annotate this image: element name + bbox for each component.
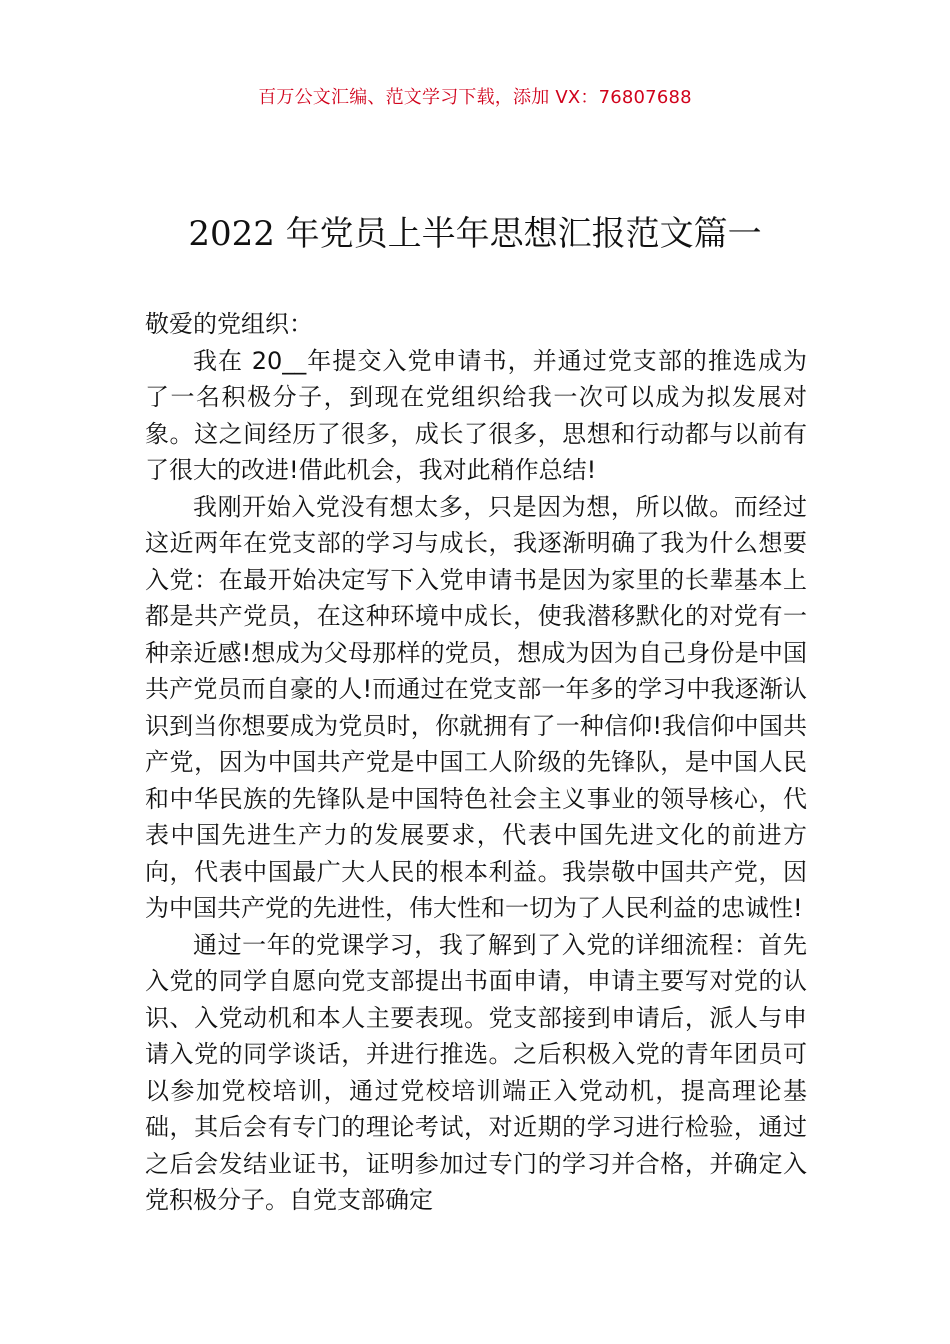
header-note: 百万公文汇编、范文学习下载，添加 VX：76807688 (258, 87, 692, 108)
paragraph-2: 我刚开始入党没有想太多，只是因为想，所以做。而经过这近两年在党支部的学习与成长，我逐渐明确了我为什么想要入党：在最开始决定写下入党申请书是因为家里的长辈基本上都是共产党员，在这种环境中成长，使我潜移默化的对党有一种亲近感!想成为父母那样的党员，想成为因为自己身份是中国共产党员而自豪的人!而通过在党支部一年多的学习中我逐渐认识到当你想要成为党员时，你就拥有了一种信仰!我信仰中国共产党，因为中国共产党是中国工人阶级的先锋队，是中国人民和中华民族的先锋队是中国特色社会主义事业的领导核心，代表中国先进生产力的发展要求，代表中国先进文化的前进方向，代表中国最广大人民的根本利益。我崇敬中国共产党，因为中国共产党的先进性，伟大性和一切为了人民利益的忠诚性! (145, 492, 807, 922)
paragraph-1: 我在 20__年提交入党申请书，并通过党支部的推选成为了一名积极分子，到现在党组织给我一次可以成为拟发展对象。这之间经历了很多，成长了很多，思想和行动都与以前有了很大的改进!借此机会，我对此稍作总结! (145, 346, 807, 484)
page-title: 2022 年党员上半年思想汇报范文篇一 (188, 214, 762, 254)
paragraph-3: 通过一年的党课学习，我了解到了入党的详细流程：首先入党的同学自愿向党支部提出书面申请，申请主要写对党的认识、入党动机和本人主要表现。党支部接到申请后，派人与申请入党的同学谈话，并进行推选。之后积极入党的青年团员可以参加党校培训，通过党校培训端正入党动机，提高理论基础，其后会有专门的理论考试，对近期的学习进行检验，通过之后会发结业证书，证明参加过专门的学习并合格，并确定入党积极分子。自党支部确定 (145, 930, 807, 1214)
document-body (145, 306, 807, 1219)
salutation: 敬爱的党组织： (145, 310, 313, 338)
